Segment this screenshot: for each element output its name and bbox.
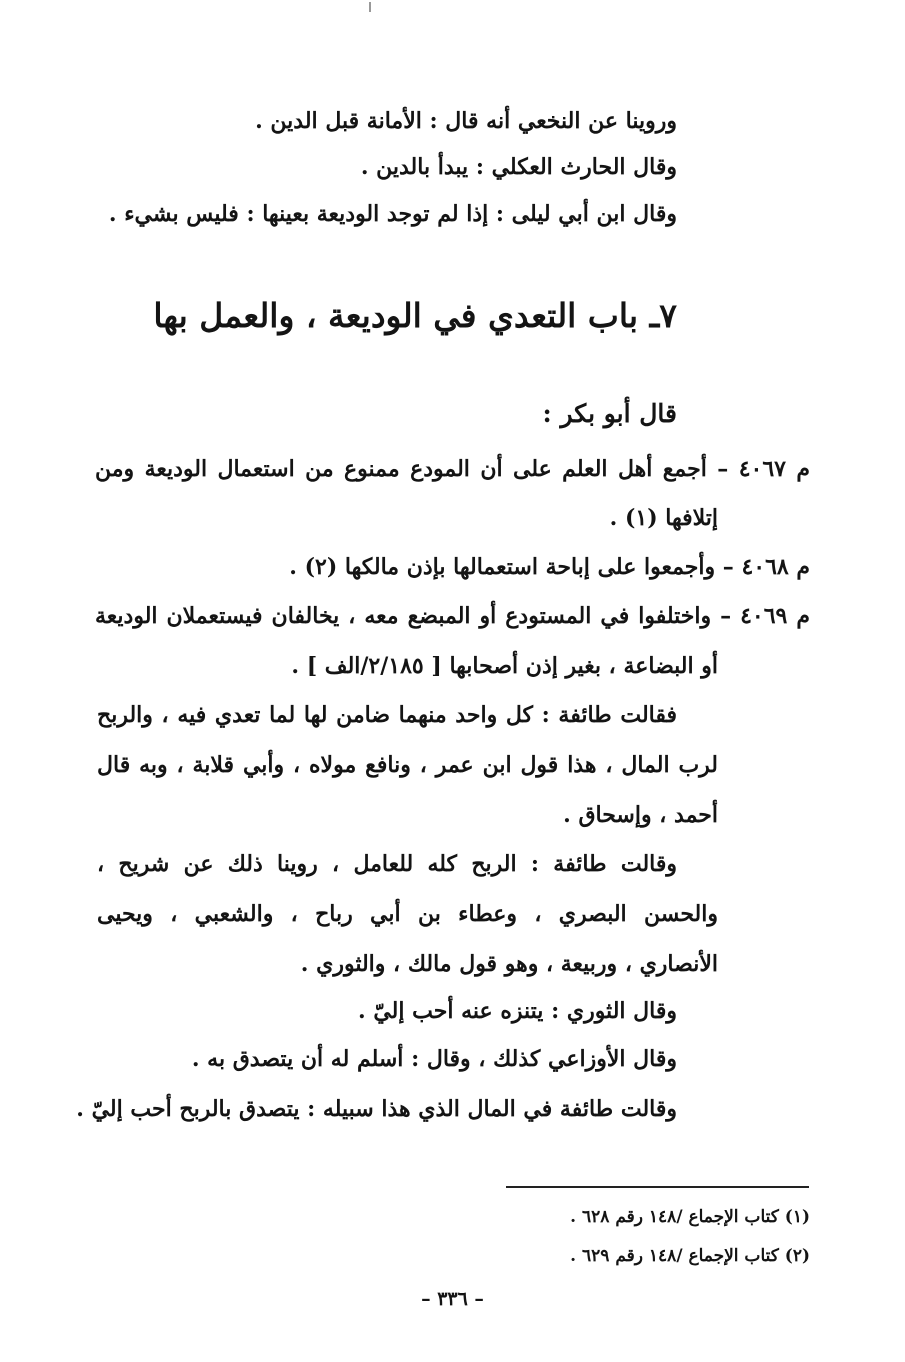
opinion-1-line-1: فقالت طائفة : كل واحد منهما ضامن لها لما تعدي فيه ، والربح (97, 702, 677, 728)
opinion-2-line-1: وقالت طائفة : الربح كله للعامل ، روينا ذلك عن شريح ، (97, 851, 677, 877)
issue-4067-line-1: م ٤٠٦٧ – أجمع أهل العلم على أن المودع ممنوع من استعمال الوديعة ومن (95, 456, 811, 482)
footnote-separator (506, 1186, 809, 1188)
opinion-2-line-2: والحسن البصري ، وعطاء بن أبي رباح ، والشعبي ، ويحيى (97, 901, 718, 927)
opinion-2-line-3: الأنصاري ، وربيعة ، وهو قول مالك ، والثوري . (300, 951, 718, 977)
opinion-1-line-2: لرب المال ، هذا قول ابن عمر ، ونافع مولاه ، وأبي قلابة ، وبه قال (97, 752, 718, 778)
opinion-1-line-3: أحمد ، وإسحاق . (563, 802, 718, 828)
issue-4067-line-2: إتلافها (١) . (609, 505, 718, 531)
chapter-title: ٧ـ باب التعدي في الوديعة ، والعمل بها (153, 296, 677, 335)
text-line-3: وقال ابن أبي ليلى : إذا لم توجد الوديعة بعينها : فليس بشيء . (108, 201, 677, 227)
text-line-1: وروينا عن النخعي أنه قال : الأمانة قبل الدين . (255, 108, 677, 134)
issue-4068: م ٤٠٦٨ – وأجمعوا على إباحة استعمالها بإذن مالكها (٢) . (289, 554, 810, 580)
speaker-label: قال أبو بكر : (542, 399, 677, 428)
footnote-1: (١) كتاب الإجماع /١٤٨ رقم ٦٢٨ . (570, 1207, 810, 1227)
opinion-3: وقالت طائفة في المال الذي هذا سبيله : يتصدق بالربح أحب إليّ . (76, 1096, 677, 1122)
page-number: – ٣٣٦ – (421, 1288, 484, 1310)
opinion-thawri: وقال الثوري : يتنزه عنه أحب إليّ . (358, 998, 677, 1024)
scan-mark (369, 2, 371, 12)
footnote-2: (٢) كتاب الإجماع /١٤٨ رقم ٦٢٩ . (570, 1246, 810, 1266)
opinion-awzai: وقال الأوزاعي كذلك ، وقال : أسلم له أن يتصدق به . (191, 1046, 677, 1072)
text-line-2: وقال الحارث العكلي : يبدأ بالدين . (360, 154, 677, 180)
issue-4069-line-2: أو البضاعة ، بغير إذن أصحابها [ ٢/١٨٥/الف ] . (291, 653, 718, 679)
issue-4069-line-1: م ٤٠٦٩ – واختلفوا في المستودع أو المبضع معه ، يخالفان فيستعملان الوديعة (95, 603, 811, 629)
